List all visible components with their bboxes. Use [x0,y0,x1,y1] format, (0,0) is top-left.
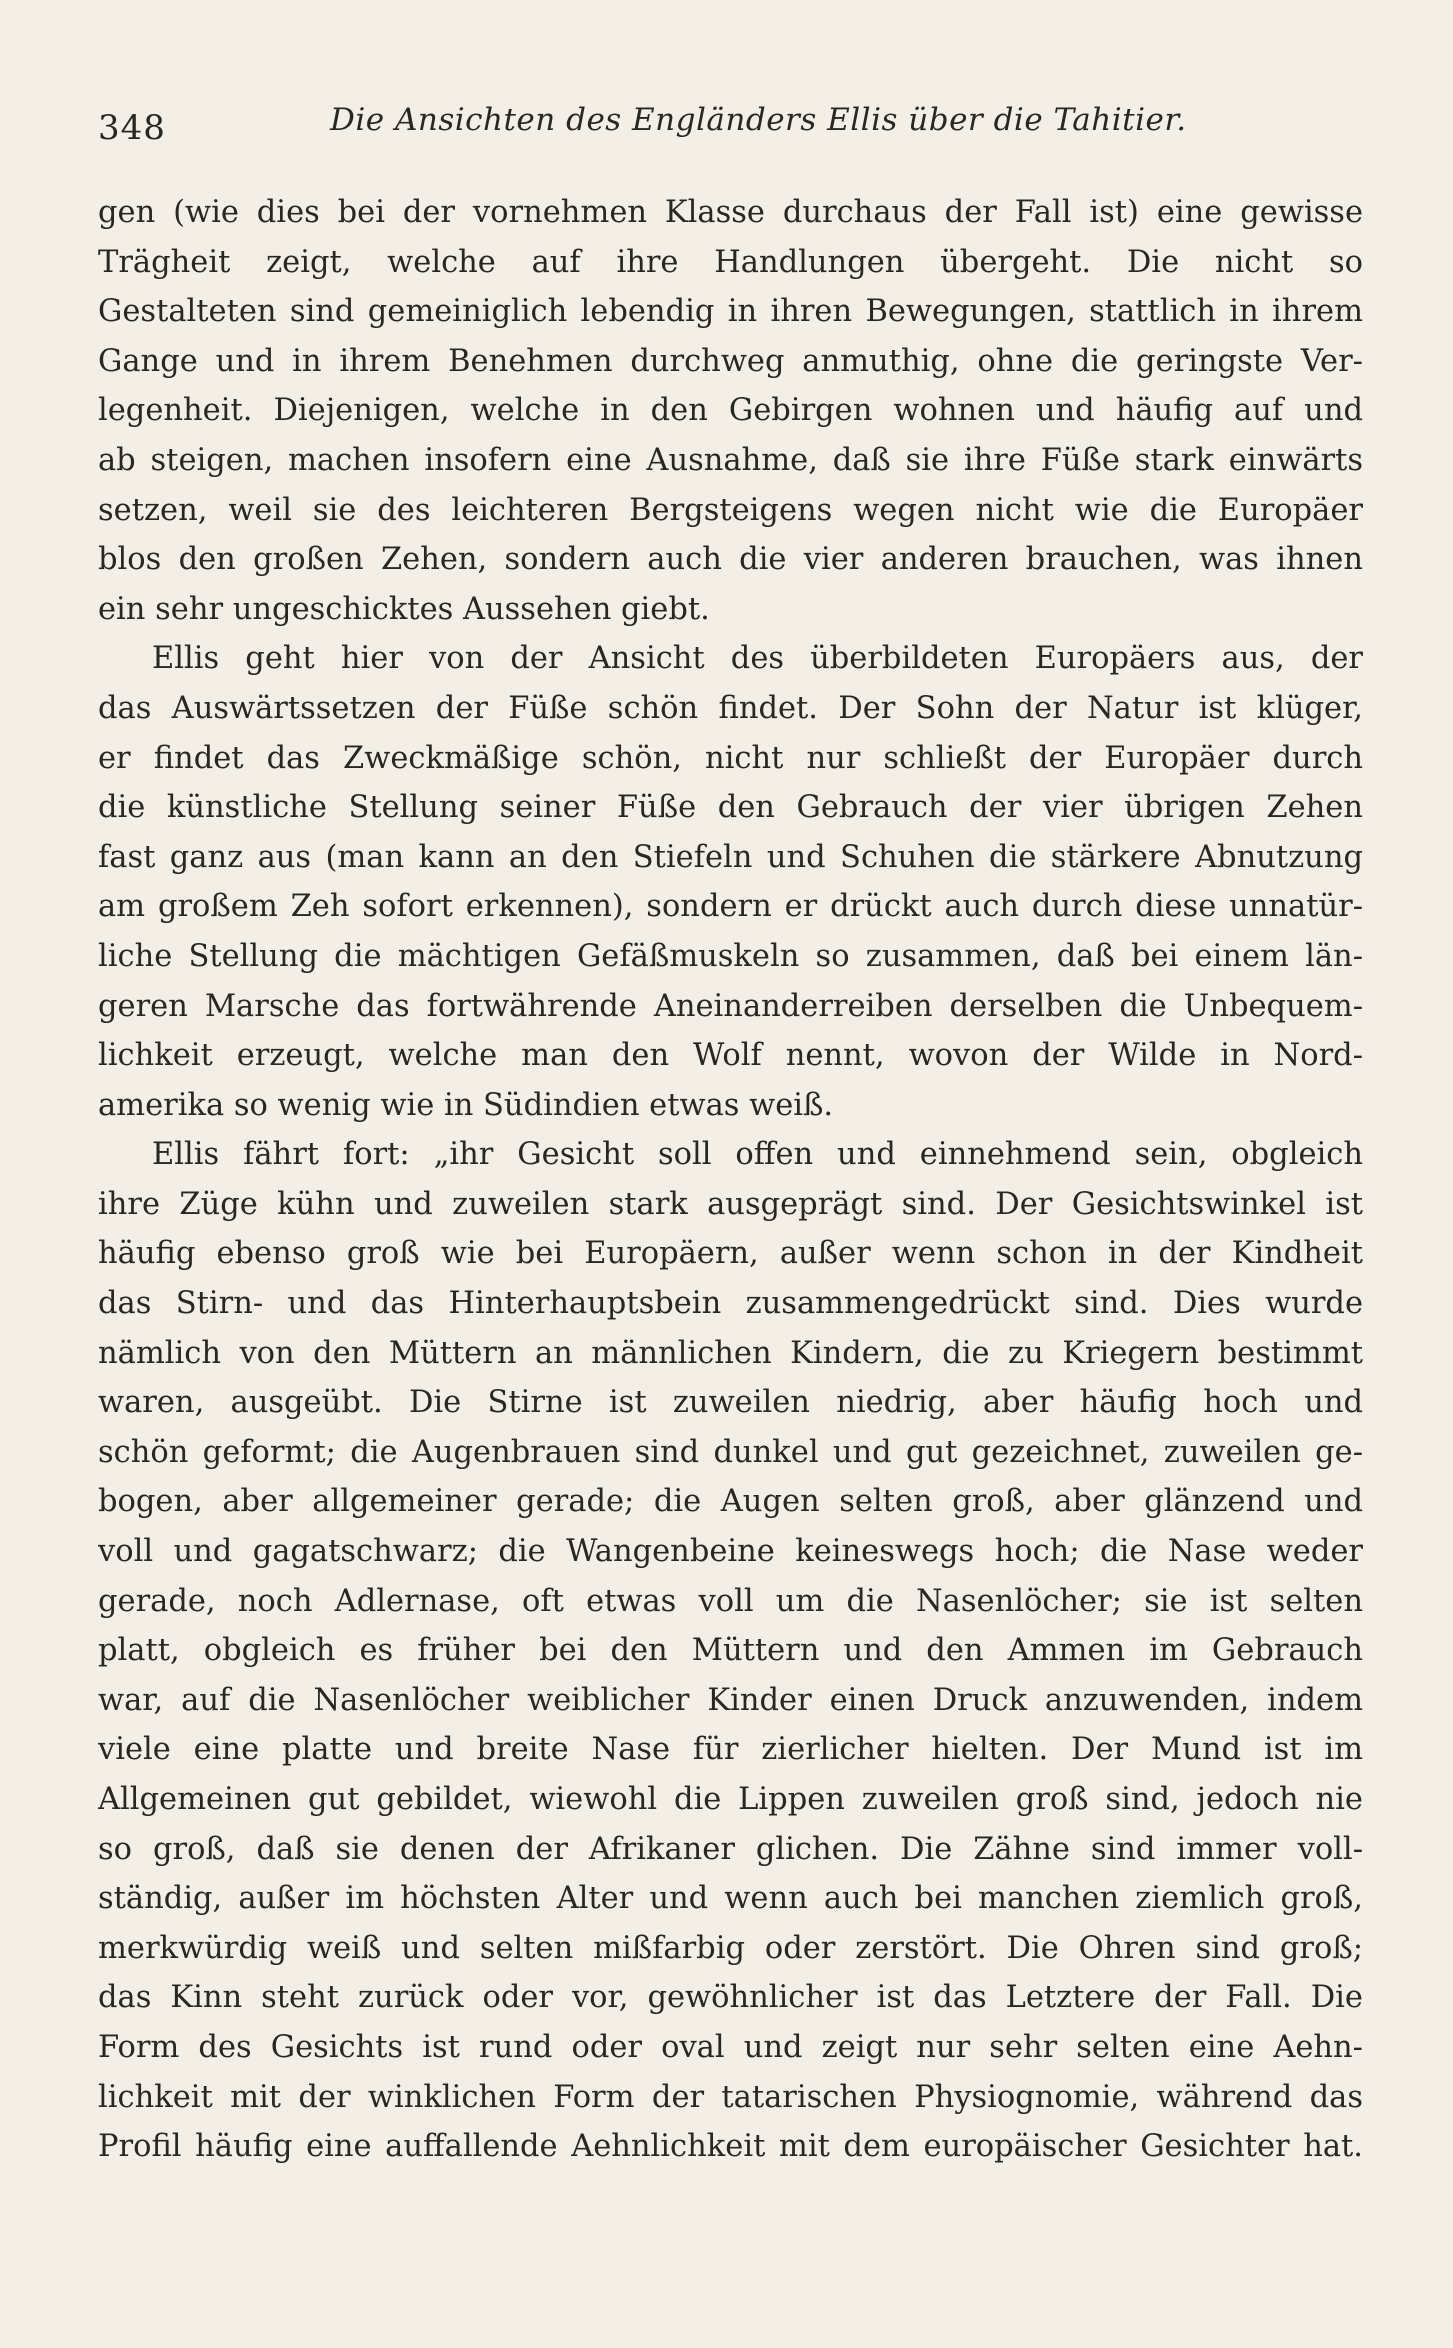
text-line: Ellis fährt fort: „ihr Gesicht soll offen und einnehmend sein, obgleich [152,1137,1363,1173]
text-line: gen (wie dies bei der vornehmen Klasse durchaus der Fall ist) eine gewisse [98,195,1363,230]
text-line: war, auf die Nasenlöcher weiblicher Kinder einen Druck anzuwenden, indem [98,1682,1363,1718]
text-line: fast ganz aus (man kann an den Stiefeln und Schuhen die stärkere Abnutzung [98,839,1363,875]
text-line: die künstliche Stellung seiner Füße den Gebrauch der vier übrigen Zehen [98,790,1363,826]
text-line: viele eine platte und breite Nase für zierlicher hielten. Der Mund ist im [98,1732,1363,1768]
text-line: ihre Züge kühn und zuweilen stark ausgeprägt sind. Der Gesichtswinkel ist [98,1186,1363,1222]
text-line: legenheit. Diejenigen, welche in den Gebirgen wohnen und häufig auf und [98,393,1363,429]
text-line: schön geformt; die Augenbrauen sind dunkel und gut gezeichnet, zuweilen ge- [98,1434,1363,1470]
text-line: setzen, weil sie des leichteren Bergsteigens wegen nicht wie die Europäer [98,492,1363,528]
text-line: ständig, außer im höchsten Alter und wenn auch bei manchen ziemlich groß, [98,1881,1363,1917]
text-line: platt, obgleich es früher bei den Müttern und den Ammen im Gebrauch [98,1633,1363,1669]
text-line: ab steigen, machen insofern eine Ausnahme, daß sie ihre Füße stark einwärts [98,442,1363,478]
text-line: lichkeit erzeugt, welche man den Wolf nennt, wovon der Wilde in Nord- [98,1038,1363,1074]
text-line: liche Stellung die mächtigen Gefäßmuskeln so zusammen, daß bei einem län- [98,938,1363,974]
text-line: geren Marsche das fortwährende Aneinanderreiben derselben die Unbequem- [98,988,1363,1024]
text-line: so groß, daß sie denen der Afrikaner glichen. Die Zähne sind immer voll- [98,1831,1363,1867]
text-line: lichkeit mit der winklichen Form der tatarischen Physiognomie, während das [98,2079,1363,2115]
text-line: blos den großen Zehen, sondern auch die vier anderen brauchen, was ihnen [98,542,1363,578]
page-header [98,96,1363,166]
running-title: Die Ansichten des Engländers Ellis über die Tahitier. [330,102,1187,138]
text-line: Trägheit zeigt, welche auf ihre Handlungen übergeht. Die nicht so [98,244,1363,280]
body-text [98,188,1363,2172]
text-line: Ellis geht hier von der Ansicht des überbildeten Europäers aus, der [152,641,1363,677]
text-line: amerika so wenig wie in Südindien etwas weiß. [98,1087,834,1123]
text-line: bogen, aber allgemeiner gerade; die Augen selten groß, aber glänzend und [98,1484,1363,1520]
text-line: ein sehr ungeschicktes Aussehen giebt. [98,591,710,627]
text-line: nämlich von den Müttern an männlichen Kindern, die zu Kriegern bestimmt [98,1335,1363,1371]
text-line: Profil häufig eine auffallende Aehnlichkeit mit dem europäischer Gesichter hat. [98,2129,1363,2165]
text-line: das Auswärtssetzen der Füße schön findet. Der Sohn der Natur ist klüger, [98,690,1363,726]
text-line: waren, ausgeübt. Die Stirne ist zuweilen niedrig, aber häufig hoch und [98,1385,1363,1421]
text-line: voll und gagatschwarz; die Wangenbeine keineswegs hoch; die Nase weder [98,1534,1363,1570]
text-line: Form des Gesichts ist rund oder oval und zeigt nur sehr selten eine Aehn- [98,2029,1363,2065]
text-line: am großem Zeh sofort erkennen), sondern er drückt auch durch diese unnatür- [98,889,1363,925]
text-line: merkwürdig weiß und selten mißfarbig oder zerstört. Die Ohren sind groß; [98,1930,1363,1966]
text-line: das Stirn- und das Hinterhauptsbein zusammengedrückt sind. Dies wurde [98,1286,1363,1322]
text-line: Gange und in ihrem Benehmen durchweg anmuthig, ohne die geringste Ver- [98,343,1363,379]
text-line: er findet das Zweckmäßige schön, nicht nur schließt der Europäer durch [98,740,1363,776]
text-line: häufig ebenso groß wie bei Europäern, außer wenn schon in der Kindheit [98,1236,1363,1272]
page-number: 348 [98,108,166,148]
text-line: Gestalteten sind gemeiniglich lebendig in ihren Bewegungen, stattlich in ihrem [98,294,1363,330]
text-line: Allgemeinen gut gebildet, wiewohl die Lippen zuweilen groß sind, jedoch nie [98,1782,1363,1817]
text-line: gerade, noch Adlernase, oft etwas voll um die Nasenlöcher; sie ist selten [98,1583,1363,1619]
text-line: das Kinn steht zurück oder vor, gewöhnlicher ist das Letztere der Fall. Die [98,1980,1363,2016]
